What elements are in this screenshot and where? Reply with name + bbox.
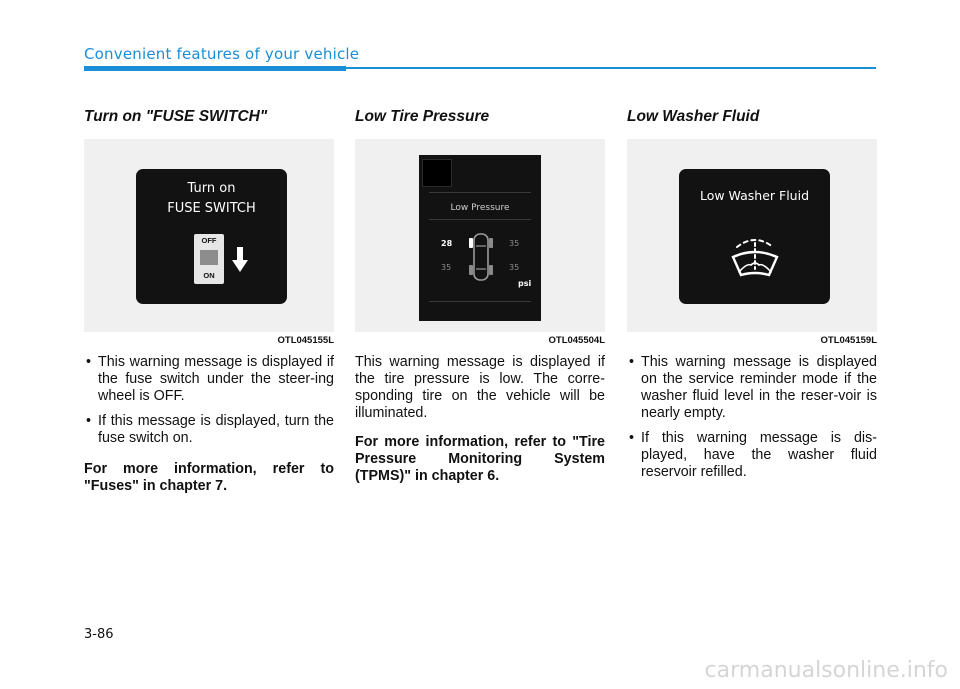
switch-on-label: ON [203, 271, 215, 280]
description-paragraph: This warning message is displayed if the tire pressure is low. The corre-sponding tire on the vehicle will be illuminated. [355, 354, 605, 421]
pressure-unit: psi [518, 279, 532, 288]
washer-fluid-display [679, 169, 830, 304]
header-rule [84, 66, 876, 71]
heading-fuse-switch: Turn on "FUSE SWITCH" [84, 108, 268, 125]
page-number: 3-86 [84, 627, 114, 642]
list-item: • This warning message is displayed on the service reminder mode if the washer fluid level in the reser-voir is nearly empty. [629, 354, 877, 421]
tire-rear-left-value: 35 [441, 263, 452, 272]
heading-low-washer-fluid: Low Washer Fluid [627, 108, 760, 125]
display-line-1: Turn on [187, 181, 236, 196]
reference-note: For more information, refer to "Fuses" in chapter 7. [84, 461, 334, 494]
reference-note: For more information, refer to "Tire Pressure Monitoring System (TPMS)" in chapter 6. [355, 434, 605, 484]
display-title: Low Pressure [450, 203, 510, 213]
heading-low-tire-pressure: Low Tire Pressure [355, 108, 490, 125]
list-item: • This warning message is displayed if the fuse switch under the steer-ing wheel is OFF. [86, 354, 334, 404]
list-item: • If this message is displayed, turn the fuse switch on. [86, 413, 334, 446]
body-text [355, 354, 605, 485]
display-corner-box [422, 159, 452, 187]
tire-front-left-value: 28 [441, 239, 453, 248]
switch-knob [200, 250, 218, 265]
fuse-switch-icon [194, 234, 224, 284]
body-text [84, 354, 334, 495]
column-fuse-switch [84, 108, 334, 505]
display-divider [429, 219, 531, 220]
fuse-switch-display [136, 169, 287, 304]
switch-off-label: OFF [201, 236, 217, 245]
car-top-view-icon [468, 231, 494, 283]
figure-low-washer-fluid [627, 139, 877, 332]
tire-rear-right-value: 35 [509, 263, 520, 272]
column-low-washer-fluid [627, 108, 877, 489]
header-rule-thin [346, 67, 876, 69]
figure-code: OTL045504L [548, 335, 605, 346]
tire-pressure-display [419, 155, 541, 321]
arrow-down-icon [232, 247, 248, 273]
body-text [627, 354, 877, 481]
display-title: Low Washer Fluid [699, 188, 810, 203]
watermark: carmanualsonline.info [704, 658, 948, 683]
figure-fuse-switch [84, 139, 334, 332]
tire-front-right-value: 35 [509, 239, 520, 248]
display-divider [429, 192, 531, 193]
list-item: • If this warning message is dis-played, have the washer fluid reservoir refilled. [629, 430, 877, 480]
figure-code: OTL045159L [820, 335, 877, 346]
display-line-2: FUSE SWITCH [167, 201, 256, 216]
washer-fluid-icon [729, 235, 781, 281]
figure-low-tire-pressure [355, 139, 605, 332]
figure-code: OTL045155L [277, 335, 334, 346]
header-rule-thick [84, 66, 346, 71]
section-title: Convenient features of your vehicle [84, 45, 360, 63]
column-low-tire-pressure [355, 108, 605, 495]
display-divider [429, 301, 531, 302]
